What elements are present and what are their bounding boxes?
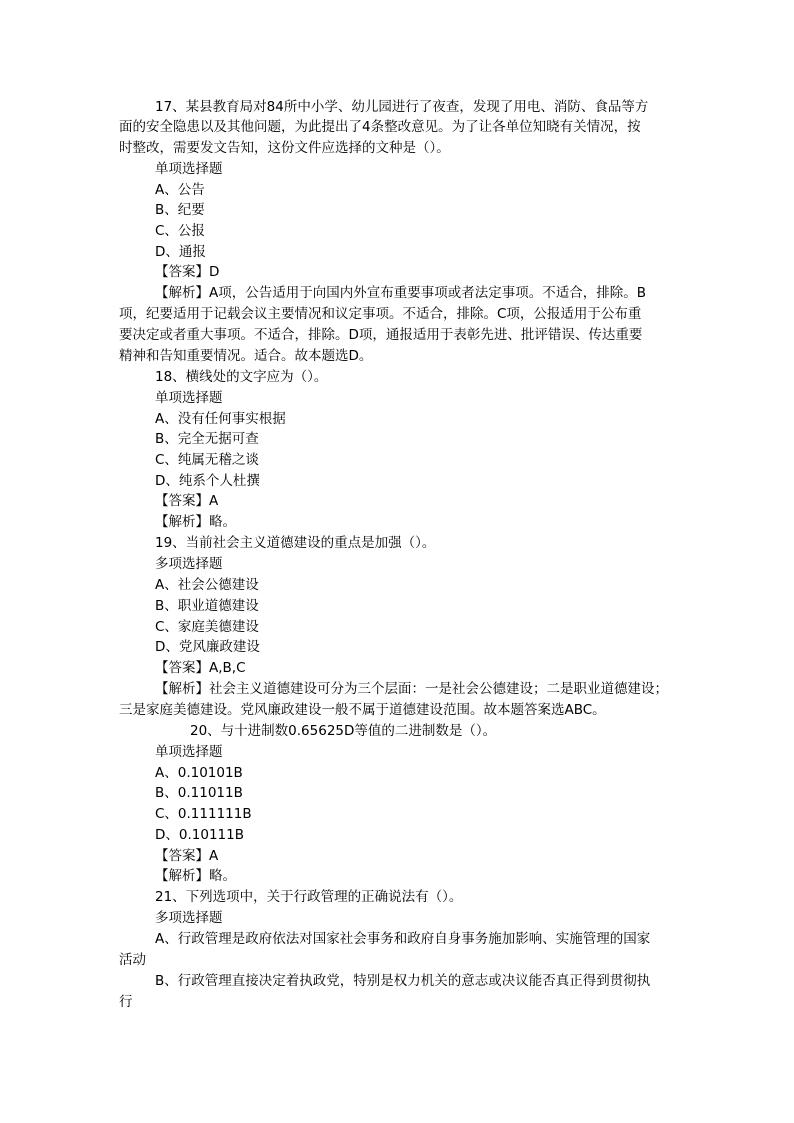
question-21-type: 多项选择题 [155,910,223,926]
question-18-option-b: B、完全无据可查 [155,431,259,447]
question-19-option-d: D、党风廉政建设 [155,639,260,655]
question-21-option-a: 活动 [119,952,146,968]
question-17-analysis: 要决定或者重大事项。不适合，排除。D项，通报适用于表彰先进、批评错误、传达重要 [119,327,643,343]
question-17-option-d: D、通报 [155,244,206,260]
question-20-option-c: C、0.111111B [155,806,252,822]
question-19-option-b: B、职业道德建设 [155,598,259,614]
question-18-type: 单项选择题 [155,390,223,406]
question-17-text: 面的安全隐患以及其他问题，为此提出了4条整改意见。为了让各单位知晓有关情况，按 [119,119,641,135]
question-20-answer: 【答案】A [155,848,219,864]
question-20-option-d: D、0.10111B [155,827,244,843]
question-17-analysis: 项，纪要适用于记载会议主要情况和议定事项。不适合，排除。C项，公报适用于公布重 [119,306,642,322]
question-17-option-a: A、公告 [155,182,205,198]
question-19-type: 多项选择题 [155,556,223,572]
question-20-type: 单项选择题 [155,744,223,760]
question-18-text: 18、横线处的文字应为（）。 [155,369,328,385]
question-20-analysis: 【解析】略。 [155,868,236,884]
question-20-text: 20、与十进制数0.65625D等值的二进制数是（）。 [190,723,497,739]
question-17-type: 单项选择题 [155,161,223,177]
question-17-analysis: 精神和告知重要情况。适合。故本题选D。 [119,348,373,364]
question-20-option-a: A、0.10101B [155,765,243,781]
question-18-analysis: 【解析】略。 [155,514,236,530]
question-17-answer: 【答案】D [155,264,220,280]
question-18-answer: 【答案】A [155,493,219,509]
question-19-text: 19、当前社会主义道德建设的重点是加强（）。 [155,535,436,551]
question-19-option-a: A、社会公德建设 [155,577,259,593]
question-21-option-a: A、行政管理是政府依法对国家社会事务和政府自身事务施加影响、实施管理的国家 [155,931,651,947]
question-21-option-b: 行 [119,994,133,1010]
question-21-text: 21、下列选项中，关于行政管理的正确说法有（）。 [155,889,463,905]
question-19-option-c: C、家庭美德建设 [155,619,259,635]
question-17-analysis: 【解析】A项，公告适用于向国内外宣布重要事项或者法定事项。不适合，排除。B [155,285,646,301]
question-21-option-b: B、行政管理直接决定着执政党，特别是权力机关的意志或决议能否真正得到贯彻执 [155,973,651,989]
question-19-analysis: 【解析】社会主义道德建设可分为三个层面：一是社会公德建设；二是职业道德建设； [155,681,668,697]
question-19-answer: 【答案】A,B,C [155,660,246,676]
question-17-text: 时整改，需要发文告知，这份文件应选择的文种是（）。 [119,140,450,156]
question-18-option-a: A、没有任何事实根据 [155,411,286,427]
question-18-option-d: D、纯系个人杜撰 [155,473,260,489]
question-19-analysis: 三是家庭美德建设。党风廉政建设一般不属于道德建设范围。故本题答案选ABC。 [119,702,606,718]
question-17-option-c: C、公报 [155,223,205,239]
question-17-text: 17、某县教育局对84所中小学、幼儿园进行了夜查，发现了用电、消防、食品等方 [155,99,649,115]
question-17-option-b: B、纪要 [155,202,205,218]
question-18-option-c: C、纯属无稽之谈 [155,452,259,468]
question-20-option-b: B、0.11011B [155,785,243,801]
